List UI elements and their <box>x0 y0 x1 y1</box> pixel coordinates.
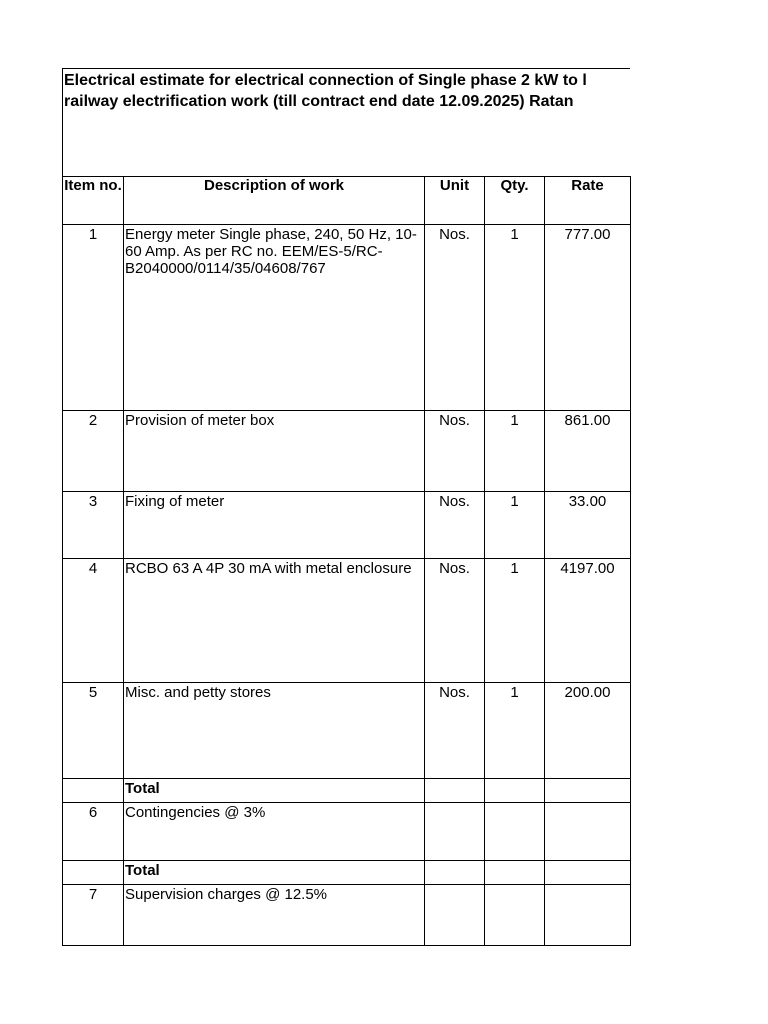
cell-description[interactable]: RCBO 63 A 4P 30 mA with metal enclosure <box>124 559 425 683</box>
header-description[interactable]: Description of work <box>124 177 425 225</box>
estimate-table <box>62 176 631 946</box>
cell-qty[interactable]: 1 <box>485 683 545 779</box>
cell-qty[interactable] <box>485 885 545 946</box>
header-item-no[interactable]: Item no. <box>63 177 124 225</box>
cell-item[interactable]: 1 <box>63 225 124 411</box>
table-row <box>63 225 631 411</box>
cell-rate[interactable]: 777.00 <box>545 225 631 411</box>
cell-qty[interactable]: 1 <box>485 411 545 492</box>
cell-item[interactable]: 7 <box>63 885 124 946</box>
cell-item[interactable] <box>63 779 124 803</box>
cell-item[interactable]: 5 <box>63 683 124 779</box>
cell-item[interactable] <box>63 861 124 885</box>
title-line-1: Electrical estimate for electrical connection of Single phase 2 kW to l <box>64 72 587 89</box>
cell-rate[interactable] <box>545 861 631 885</box>
table-row-total <box>63 861 631 885</box>
cell-unit[interactable] <box>425 861 485 885</box>
cell-qty[interactable] <box>485 779 545 803</box>
table-row <box>63 411 631 492</box>
cell-item[interactable]: 4 <box>63 559 124 683</box>
cell-description[interactable]: Total <box>124 779 425 803</box>
cell-unit[interactable] <box>425 779 485 803</box>
cell-unit[interactable] <box>425 885 485 946</box>
cell-item[interactable]: 3 <box>63 492 124 559</box>
cell-description[interactable]: Total <box>124 861 425 885</box>
cell-item[interactable]: 2 <box>63 411 124 492</box>
cell-description[interactable]: Energy meter Single phase, 240, 50 Hz, 10-60 Amp. As per RC no. EEM/ES-5/RC-B2040000/0114/35/04608/767 <box>124 225 425 411</box>
table-row-total <box>63 779 631 803</box>
table-row <box>63 492 631 559</box>
cell-description[interactable]: Misc. and petty stores <box>124 683 425 779</box>
cell-rate[interactable]: 861.00 <box>545 411 631 492</box>
cell-qty[interactable]: 1 <box>485 492 545 559</box>
cell-rate[interactable]: 33.00 <box>545 492 631 559</box>
header-qty[interactable]: Qty. <box>485 177 545 225</box>
estimate-sheet <box>62 68 630 946</box>
header-rate[interactable]: Rate <box>545 177 631 225</box>
title-line-2: railway electrification work (till contract end date 12.09.2025) Ratan <box>64 93 574 110</box>
cell-unit[interactable]: Nos. <box>425 559 485 683</box>
table-row <box>63 559 631 683</box>
cell-rate[interactable]: 4197.00 <box>545 559 631 683</box>
cell-unit[interactable]: Nos. <box>425 683 485 779</box>
cell-qty[interactable] <box>485 861 545 885</box>
cell-unit[interactable] <box>425 803 485 861</box>
table-row <box>63 683 631 779</box>
title-cell[interactable] <box>62 68 630 176</box>
table-row <box>63 803 631 861</box>
cell-rate[interactable] <box>545 779 631 803</box>
cell-unit[interactable]: Nos. <box>425 411 485 492</box>
cell-description[interactable]: Provision of meter box <box>124 411 425 492</box>
cell-rate[interactable]: 200.00 <box>545 683 631 779</box>
table-row <box>63 885 631 946</box>
header-unit[interactable]: Unit <box>425 177 485 225</box>
cell-item[interactable]: 6 <box>63 803 124 861</box>
header-row <box>63 177 631 225</box>
cell-description[interactable]: Contingencies @ 3% <box>124 803 425 861</box>
cell-qty[interactable] <box>485 803 545 861</box>
cell-unit[interactable]: Nos. <box>425 225 485 411</box>
cell-rate[interactable] <box>545 803 631 861</box>
cell-unit[interactable]: Nos. <box>425 492 485 559</box>
cell-qty[interactable]: 1 <box>485 225 545 411</box>
cell-rate[interactable] <box>545 885 631 946</box>
cell-description[interactable]: Fixing of meter <box>124 492 425 559</box>
cell-qty[interactable]: 1 <box>485 559 545 683</box>
cell-description[interactable]: Supervision charges @ 12.5% <box>124 885 425 946</box>
